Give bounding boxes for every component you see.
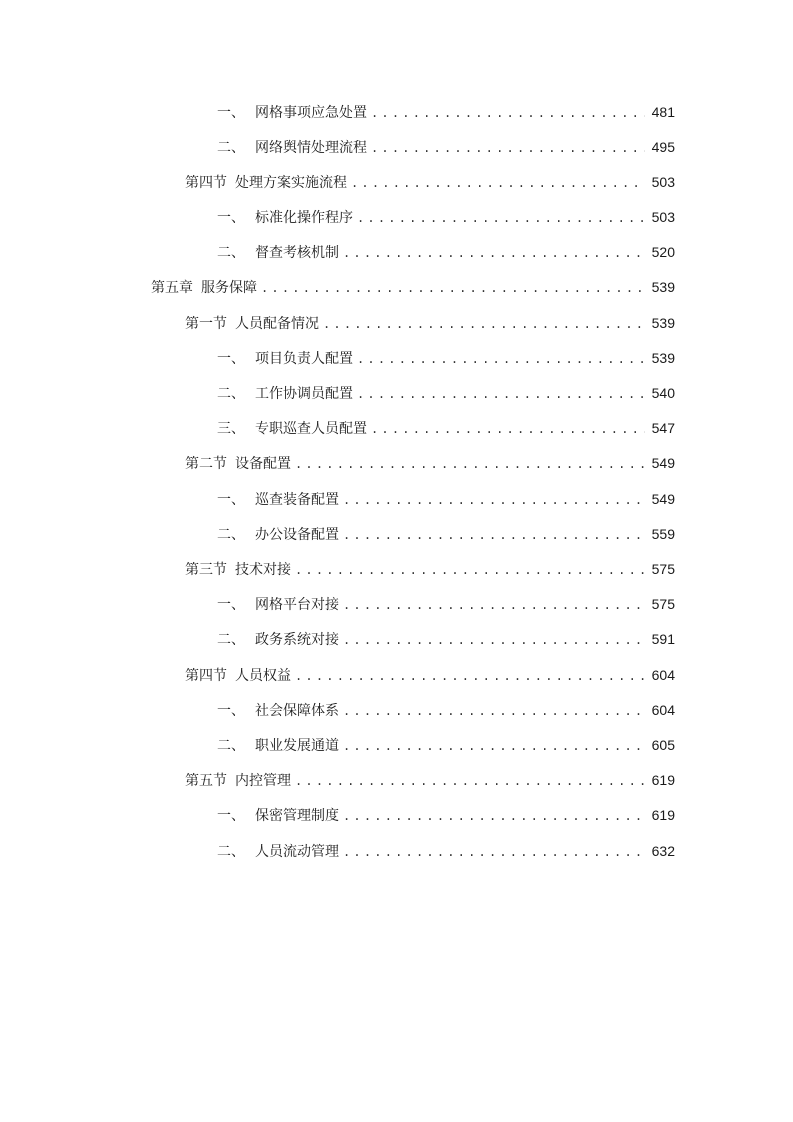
toc-entry[interactable] <box>185 452 675 474</box>
entry-prefix: 第四节 <box>185 175 227 191</box>
entry-page-number: 539 <box>651 350 675 366</box>
entry-prefix: 一、 <box>217 492 245 508</box>
dot-leader <box>371 102 645 124</box>
entry-page-number: 632 <box>651 843 675 859</box>
entry-page-number: 604 <box>651 667 675 683</box>
entry-page-number: 540 <box>651 385 675 401</box>
entry-prefix: 第五章 <box>151 280 193 296</box>
dot-leader <box>343 524 645 546</box>
entry-page-number: 619 <box>651 772 675 788</box>
toc-entry[interactable] <box>217 840 675 862</box>
toc-entry[interactable] <box>217 628 675 650</box>
entry-title: 技术对接 <box>235 562 291 578</box>
entry-page-number: 547 <box>651 420 675 436</box>
toc-entry[interactable] <box>185 769 675 791</box>
dot-leader <box>357 383 645 405</box>
entry-title: 督查考核机制 <box>255 245 339 261</box>
entry-page-number: 503 <box>651 174 675 190</box>
toc-entry[interactable] <box>217 523 675 545</box>
entry-title: 专职巡查人员配置 <box>255 421 367 437</box>
toc-entry[interactable] <box>151 276 675 298</box>
dot-leader <box>343 700 645 722</box>
entry-title: 内控管理 <box>235 773 291 789</box>
entry-title: 服务保障 <box>201 280 257 296</box>
entry-title: 保密管理制度 <box>255 808 339 824</box>
entry-title: 网格平台对接 <box>255 597 339 613</box>
entry-prefix: 二、 <box>217 386 245 402</box>
toc-entry[interactable] <box>217 593 675 615</box>
entry-title: 社会保障体系 <box>255 703 339 719</box>
entry-title: 工作协调员配置 <box>255 386 353 402</box>
dot-leader <box>371 418 645 440</box>
dot-leader <box>295 559 645 581</box>
entry-prefix: 二、 <box>217 527 245 543</box>
toc-entry[interactable] <box>217 136 675 158</box>
entry-title: 项目负责人配置 <box>255 351 353 367</box>
toc-entry[interactable] <box>217 734 675 756</box>
dot-leader <box>343 594 645 616</box>
entry-title: 网络舆情处理流程 <box>255 140 367 156</box>
entry-prefix: 二、 <box>217 844 245 860</box>
dot-leader <box>357 207 645 229</box>
entry-title: 人员权益 <box>235 668 291 684</box>
entry-prefix: 三、 <box>217 421 245 437</box>
dot-leader <box>343 805 645 827</box>
entry-page-number: 539 <box>651 279 675 295</box>
entry-prefix: 第二节 <box>185 456 227 472</box>
entry-page-number: 520 <box>651 244 675 260</box>
toc-entry[interactable] <box>185 558 675 580</box>
dot-leader <box>357 348 645 370</box>
entry-page-number: 549 <box>651 491 675 507</box>
dot-leader <box>343 242 645 264</box>
entry-prefix: 第一节 <box>185 316 227 332</box>
entry-title: 标准化操作程序 <box>255 210 353 226</box>
dot-leader <box>343 841 645 863</box>
entry-title: 人员配备情况 <box>235 316 319 332</box>
entry-page-number: 619 <box>651 807 675 823</box>
entry-prefix: 一、 <box>217 703 245 719</box>
toc-entry[interactable] <box>217 382 675 404</box>
entry-page-number: 481 <box>651 104 675 120</box>
entry-page-number: 575 <box>651 561 675 577</box>
entry-page-number: 605 <box>651 737 675 753</box>
toc-entry[interactable] <box>185 664 675 686</box>
entry-prefix: 二、 <box>217 140 245 156</box>
entry-page-number: 604 <box>651 702 675 718</box>
entry-prefix: 一、 <box>217 210 245 226</box>
dot-leader <box>261 277 645 299</box>
toc-entry[interactable] <box>217 804 675 826</box>
entry-title: 网格事项应急处置 <box>255 105 367 121</box>
dot-leader <box>351 172 645 194</box>
entry-page-number: 559 <box>651 526 675 542</box>
dot-leader <box>343 489 645 511</box>
entry-prefix: 第四节 <box>185 668 227 684</box>
toc-entry[interactable] <box>185 171 675 193</box>
dot-leader <box>295 453 645 475</box>
entry-prefix: 第三节 <box>185 562 227 578</box>
entry-prefix: 一、 <box>217 105 245 121</box>
entry-title: 设备配置 <box>235 456 291 472</box>
entry-page-number: 495 <box>651 139 675 155</box>
entry-page-number: 503 <box>651 209 675 225</box>
entry-page-number: 591 <box>651 631 675 647</box>
entry-title: 巡查装备配置 <box>255 492 339 508</box>
entry-prefix: 一、 <box>217 351 245 367</box>
dot-leader <box>295 770 645 792</box>
entry-page-number: 549 <box>651 455 675 471</box>
dot-leader <box>343 629 645 651</box>
entry-title: 办公设备配置 <box>255 527 339 543</box>
entry-prefix: 一、 <box>217 808 245 824</box>
toc-entry[interactable] <box>217 101 675 123</box>
toc-entry[interactable] <box>185 312 675 334</box>
toc-entry[interactable] <box>217 241 675 263</box>
toc-entry[interactable] <box>217 417 675 439</box>
entry-title: 处理方案实施流程 <box>235 175 347 191</box>
entry-prefix: 二、 <box>217 245 245 261</box>
toc-entry[interactable] <box>217 206 675 228</box>
entry-prefix: 一、 <box>217 597 245 613</box>
entry-title: 政务系统对接 <box>255 632 339 648</box>
toc-entry[interactable] <box>217 347 675 369</box>
entry-prefix: 二、 <box>217 738 245 754</box>
dot-leader <box>295 665 645 687</box>
entry-page-number: 539 <box>651 315 675 331</box>
entry-page-number: 575 <box>651 596 675 612</box>
toc-entry[interactable] <box>217 488 675 510</box>
entry-prefix: 第五节 <box>185 773 227 789</box>
dot-leader <box>343 735 645 757</box>
entry-title: 人员流动管理 <box>255 844 339 860</box>
entry-prefix: 二、 <box>217 632 245 648</box>
dot-leader <box>371 137 645 159</box>
toc-entry[interactable] <box>217 699 675 721</box>
entry-title: 职业发展通道 <box>255 738 339 754</box>
dot-leader <box>323 313 645 335</box>
